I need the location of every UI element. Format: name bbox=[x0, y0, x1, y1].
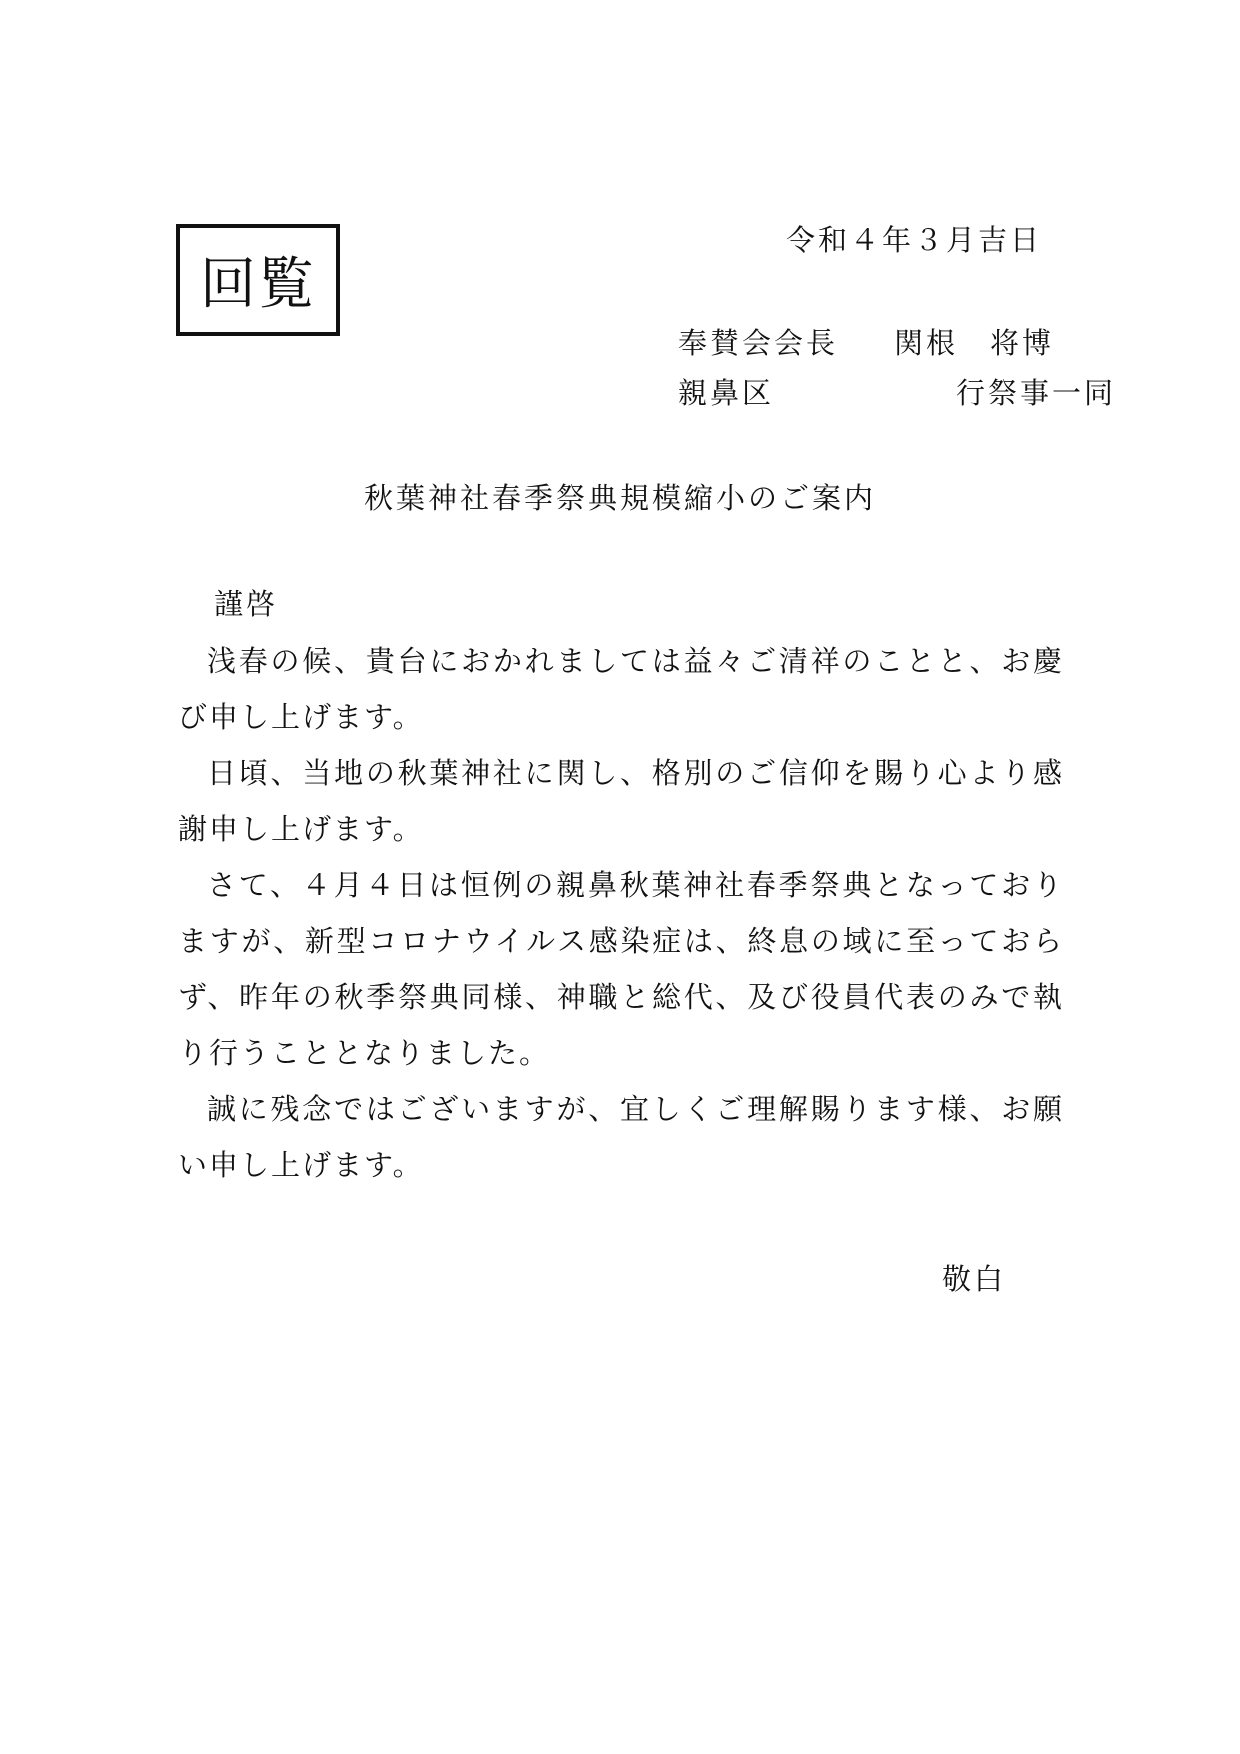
sender-name: 関根 将博 bbox=[894, 326, 1055, 360]
sender-org: 親鼻区 bbox=[678, 376, 775, 410]
circulation-stamp bbox=[176, 224, 340, 336]
sender-name: 行祭事一同 bbox=[956, 376, 1117, 410]
sender-block bbox=[678, 318, 1116, 418]
sender-line bbox=[678, 368, 1116, 418]
body-paragraph: さて、４月４日は恒例の親鼻秋葉神社春季祭典となっておりますが、新型コロナウイルス感染症は、終息の域に至っておらず、昨年の秋季祭典同様、神職と総代、及び役員代表のみで執り行うこととなりました。 bbox=[178, 868, 1064, 1070]
body-paragraph: 日頃、当地の秋葉神社に関し、格別のご信仰を賜り心より感謝申し上げます。 bbox=[178, 756, 1064, 846]
circulation-label: 回覧 bbox=[200, 252, 316, 317]
body-paragraph: 誠に残念ではございますが、宜しくご理解賜ります様、お願い申し上げます。 bbox=[178, 1092, 1064, 1182]
document-title: 秋葉神社春季祭典規模縮小のご案内 bbox=[363, 481, 876, 515]
sender-org: 奉賛会会長 bbox=[678, 326, 839, 360]
letter-body bbox=[178, 633, 1064, 1193]
document-date: 令和４年３月吉日 bbox=[785, 223, 1042, 257]
sender-line bbox=[678, 318, 1116, 368]
closing-word: 敬白 bbox=[942, 1262, 1007, 1296]
opening-salutation: 謹啓 bbox=[214, 587, 279, 621]
body-paragraph: 浅春の候、貴台におかれましては益々ご清祥のことと、お慶び申し上げます。 bbox=[178, 644, 1064, 734]
